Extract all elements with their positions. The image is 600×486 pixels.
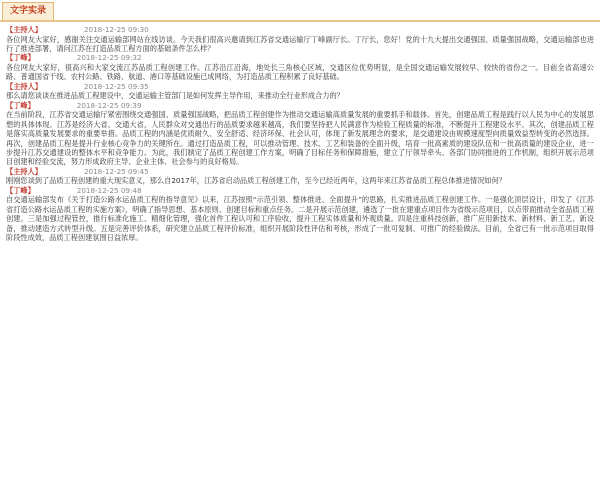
message-text: 各位网友大家好，感谢关注交通运输部网站在线访谈。今天我们很高兴邀请到江苏省交通运输厅丁峰副厅长。丁厅长，您好！党的十九大提出交通强国、质量强国战略，交通运输部也进行了推进部署，请问江苏在打造品质工程方面的基础条件怎么样？: [6, 34, 594, 53]
message-time: 2018-12-25 09:48: [76, 185, 142, 195]
message-text: 那么请您谈谈在推进品质工程建设中，交通运输主管部门是如何发挥主导作用，来推动全行业形成合力的？: [6, 91, 344, 101]
message-speaker: 【主持人】: [6, 81, 42, 91]
message-speaker: 【丁峰】: [6, 53, 35, 63]
message: [6, 102, 594, 167]
message-speaker: 【主持人】: [6, 166, 42, 176]
message: [6, 187, 594, 243]
message-speaker: 【丁峰】: [6, 100, 35, 110]
transcript-content: [6, 26, 594, 484]
message-time: 2018-12-25 09:39: [76, 100, 142, 110]
message-time: 2018-12-25 09:35: [83, 81, 149, 91]
message: [6, 54, 594, 81]
message-speaker: 【主持人】: [6, 26, 42, 34]
message: [6, 168, 594, 186]
message: [6, 83, 594, 101]
message-time: 2018-12-25 09:32: [76, 53, 142, 63]
message-time: 2018-12-25 09:45: [83, 166, 149, 176]
message-text: 在当前阶段，江苏省交通运输厅紧密围绕交通强国、质量强国战略，把品质工程创建作为推动交通运输高质量发展的重要抓手和载体。首先，创建品质工程是践行以人民为中心的发展思想的具体体现。江苏是经济大省、交通大省，人民群众对交通出行的品质要求越来越高，我们要坚持把人民满意作为检验工程质量的标准，不断提升工程建设水平。其次，创建品质工程是落实高质量发展要求的重要举措。品质工程的内涵是优质耐久、安全舒适、经济环保、社会认可，体现了新发展理念的要求，是交通建设由规模速度型向质量效益型转变的必然选择。再次，创建品质工程是提升行业核心竞争力的关键所在。通过打造品质工程，可以推动管理、技术、工艺和装备的全面升级，培育一批高素质的建设队伍和一批高质量的建设企业，进一步提升江苏交通建设的整体水平和竞争能力。为此，我们制定了品质工程创建工作方案，明确了目标任务和保障措施，建立了厅领导牵头、各部门协同推进的工作机制，组织开展示范项目创建和经验交流，努力形成政府主导、企业主体、社会参与的良好格局。: [6, 110, 594, 167]
message-text: 自交通运输部发布《关于打造公路水运品质工程的指导意见》以来，江苏按照“示范引领、整体推进、全面提升”的思路，扎实推进品质工程创建工作。一是强化顶层设计，印发了《江苏省打造公路水运品质工程的实施方案》，明确了指导思想、基本原则、创建目标和重点任务。二是开展示范创建，遴选了一批在建重点项目作为省级示范项目，以点带面推动全省品质工程创建。三是加强过程管控，推行标准化施工、精细化管理，强化首件工程认可和工序验收，提升工程实体质量和外观质量。四是注重科技创新，推广应用新技术、新材料、新工艺、新设备，推动建造方式转型升级。五是完善评价体系，研究建立品质工程评价标准，组织开展阶段性评估和考核，形成了一批可复制、可推广的经验做法。目前，全省已有一批示范项目取得阶段性成效，品质工程创建氛围日益浓厚。: [6, 195, 594, 243]
message: [6, 26, 594, 53]
message-text: 刚刚您谈到了品质工程创建的重大现实意义，那么自2017年，江苏省启动品质工程创建工作，至今已经近两年，这两年来江苏省品质工程总体推进情况如何？: [6, 176, 506, 186]
tab-bar: [0, 0, 600, 22]
message-text: 各位网友大家好，很高兴和大家交流江苏品质工程创建工作。江苏沿江沿海，地处长三角核心区域，交通区位优势明显，是全国交通运输发展较早、较快的省份之一。目前全省高速公路、普通国省干线、农村公路、铁路、航道、港口等基础设施已成网络，为打造品质工程积累了良好基础。: [6, 63, 594, 82]
tab-transcript[interactable]: 文字实录: [2, 2, 54, 20]
message-speaker: 【丁峰】: [6, 185, 35, 195]
message-time: 2018-12-25 09:30: [83, 26, 149, 34]
